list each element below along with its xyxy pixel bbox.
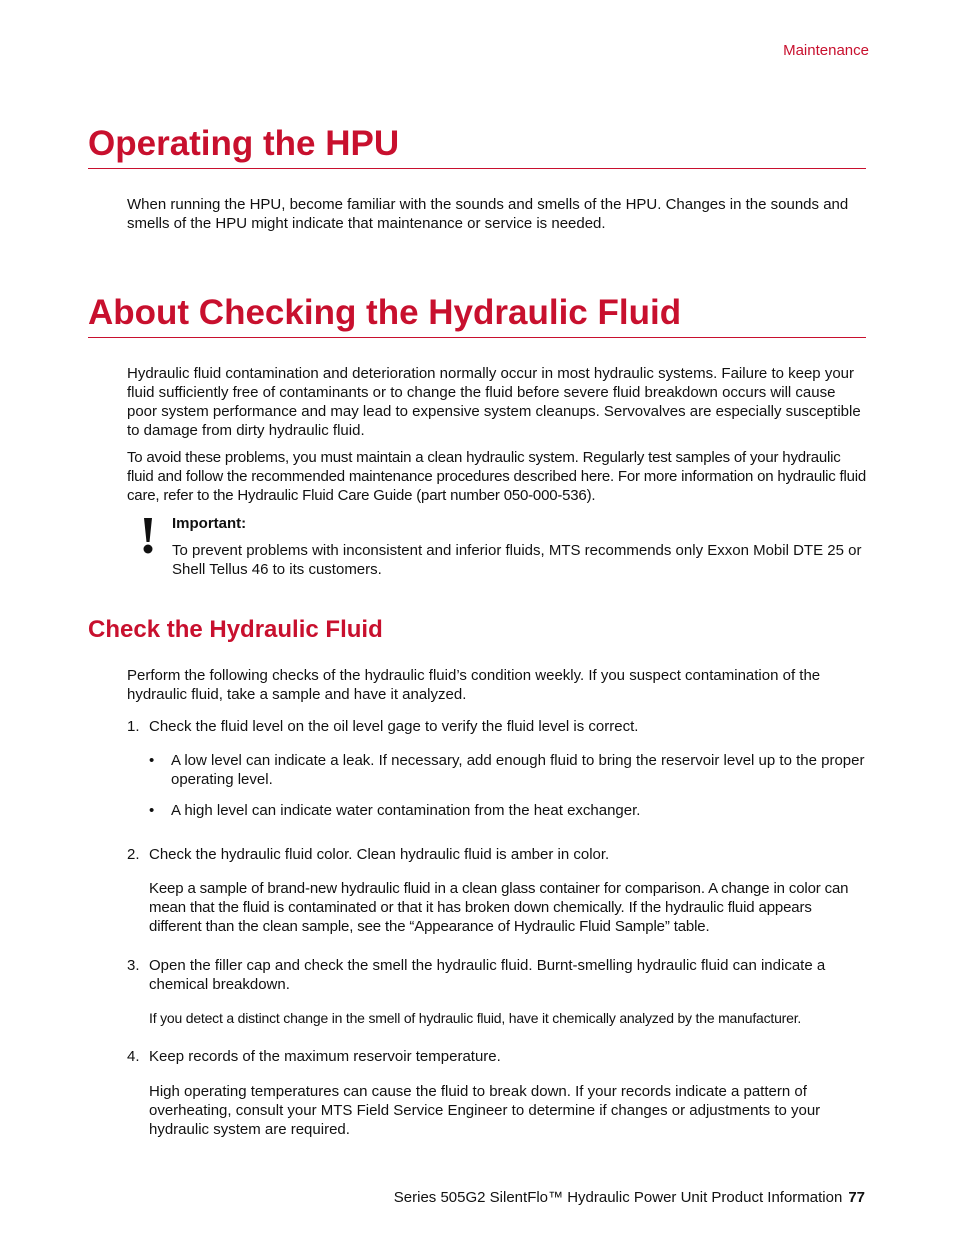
step-text: Check the hydraulic fluid color. Clean hydraulic fluid is amber in color.	[149, 846, 610, 863]
paragraph-contamination: Hydraulic fluid contamination and deterioration normally occur in most hydraulic systems. Failure to keep your fluid sufficiently free of contaminants or to change the fluid before severe fluid breakdown occurs will cause poor system performance and may lead to expensive system cleanups. Servovalves are especially susceptible to damage from dirty hydraulic fluid.	[127, 365, 861, 439]
step-number: 2.	[127, 846, 140, 863]
step-number: 3.	[127, 957, 140, 974]
footer-title: Series 505G2 SilentFlo™ Hydraulic Power Unit Product Information	[393, 1189, 843, 1206]
running-header: Maintenance	[783, 42, 869, 59]
step-text: Keep records of the maximum reservoir temperature.	[149, 1048, 501, 1065]
bullet-marker: •	[149, 802, 155, 819]
heading-about-checking-fluid: About Checking the Hydraulic Fluid	[88, 293, 866, 338]
page-footer	[394, 1189, 865, 1206]
bullet-text: A low level can indicate a leak. If necessary, add enough fluid to bring the reservoir level up to the proper operating level.	[171, 752, 865, 788]
page-number: 77	[848, 1189, 865, 1206]
step-number: 1.	[127, 718, 140, 735]
exclamation-icon	[138, 516, 158, 556]
paragraph-operating-intro: When running the HPU, become familiar with the sounds and smells of the HPU. Changes in the sounds and smells of the HPU might indicate that maintenance or service is needed.	[127, 196, 849, 232]
paragraph-avoid-problems: To avoid these problems, you must maintain a clean hydraulic system. Regularly test samples of your hydraulic fluid and follow the recommended maintenance procedures described here. For more information on hydraulic fluid care, refer to the Hydraulic Fluid Care Guide (part number 050-000-536).	[127, 449, 867, 504]
paragraph-check-intro: Perform the following checks of the hydraulic fluid’s condition weekly. If you suspect contamination of the hydraulic fluid, take a sample and have it analyzed.	[127, 667, 821, 703]
bullet-text: A high level can indicate water contamination from the heat exchanger.	[171, 802, 641, 819]
step-detail: High operating temperatures can cause the fluid to break down. If your records indicate a pattern of overheating, consult your MTS Field Service Engineer to determine if changes or adjustments to your hydraulic system are required.	[149, 1083, 821, 1138]
step-detail: If you detect a distinct change in the smell of hydraulic fluid, have it chemically analyzed by the manufacturer.	[149, 1010, 802, 1026]
step-number: 4.	[127, 1048, 140, 1065]
step-text: Check the fluid level on the oil level gage to verify the fluid level is correct.	[149, 718, 639, 735]
step-detail: Keep a sample of brand-new hydraulic fluid in a clean glass container for comparison. A change in color can mean that the fluid is contaminated or that it has broken down chemically. If the hydraulic fluid appears different than the clean sample, see the “Appearance of Hydraulic Fluid Sample” table.	[149, 880, 849, 935]
important-label: Important:	[172, 515, 247, 532]
step-text: Open the filler cap and check the smell the hydraulic fluid. Burnt-smelling hydraulic fluid can indicate a chemical breakdown.	[149, 957, 826, 993]
heading-check-fluid: Check the Hydraulic Fluid	[88, 616, 383, 643]
heading-operating-hpu: Operating the HPU	[88, 124, 866, 169]
bullet-marker: •	[149, 752, 155, 769]
important-note-text: To prevent problems with inconsistent and inferior fluids, MTS recommends only Exxon Mobil DTE 25 or Shell Tellus 46 to its customers.	[172, 542, 862, 578]
